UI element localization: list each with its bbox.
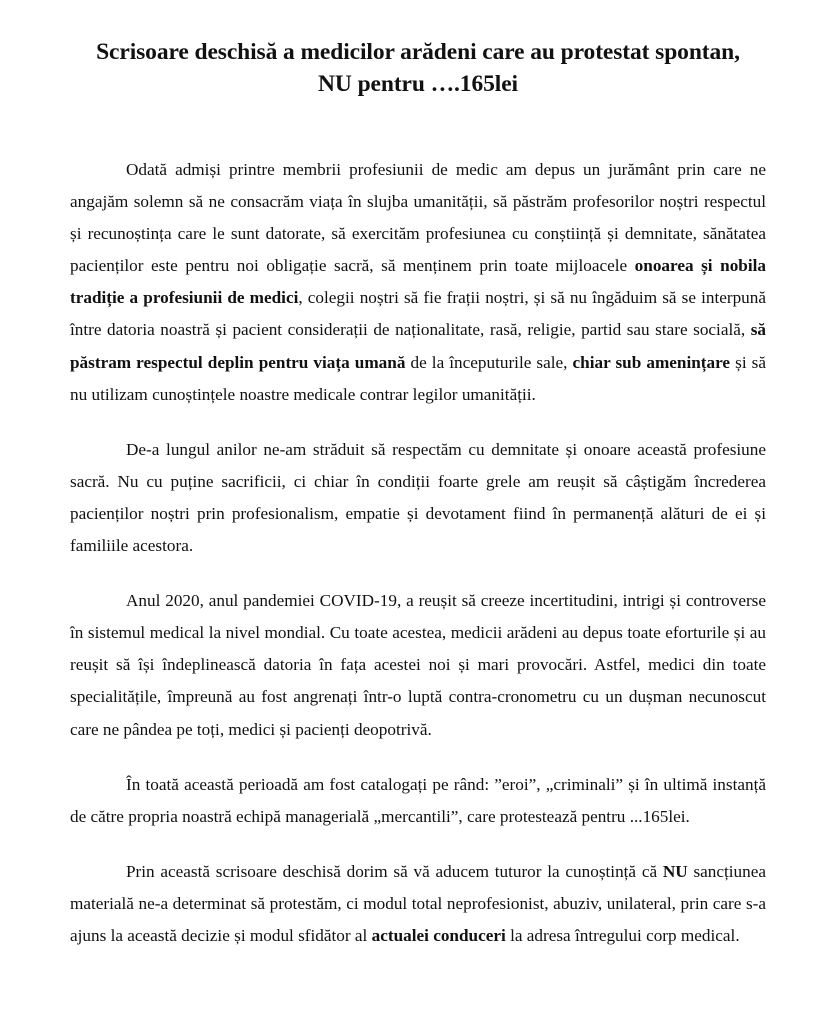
- bold-phrase-amenintare: chiar sub amenințare: [572, 352, 731, 372]
- paragraph-4-text: În toată această perioadă am fost catalogați pe rând: ”eroi”, „criminali” și în ultimă instanță de către propria noastră echipă managerială „mercantili”, care protestează pentru ...165lei.: [70, 774, 766, 826]
- bold-phrase-respectul: să păstram respectul deplin pentru viața umană: [70, 320, 766, 372]
- bold-phrase-conducere: actualei conduceri: [371, 925, 506, 945]
- paragraph-2-text: De-a lungul anilor ne-am străduit să respectăm cu demnitate și onoare această profesiune sacră. Nu cu puține sacrificii, ci chiar în condiții foarte grele am reușit să câștigăm încrederea pacienților noștri prin profesionalism, empatie și devotament fiind în permanență alături de ei și familiile acestora.: [70, 439, 766, 556]
- paragraph-1-text: , colegii noștri să fie frații noștri, și să nu îngăduim să se interpună între datoria noastră și pacient considerații de naționalitate, rasă, religie, partid sau stare socială,: [70, 288, 766, 340]
- document-body: [70, 154, 766, 952]
- paragraph-4: [70, 769, 766, 833]
- paragraph-1-text: Odată admiși printre membrii profesiunii de medic am depus un jurământ prin care ne angajăm solemn să ne consacrăm viața în slujba umanității, să păstrăm profesorilor noștri respectul și recunoștința care le sunt datorate, să exercităm profesiunea cu conștiință și demnitate, sănătatea pacienților este pentru noi obligație sacră, să menținem prin toate mijloacele: [70, 160, 766, 276]
- paragraph-5-text: sancțiunea materială ne-a determinat să protestăm, ci modul total neprofesionist, abuziv, unilateral, prin care s-a ajuns la această decizie și modul sfidător al: [70, 861, 766, 945]
- paragraph-1-text: de la începuturile sale,: [405, 352, 573, 372]
- paragraph-1: [70, 154, 766, 411]
- paragraph-5-text: la adresa întregului corp medical.: [505, 925, 740, 945]
- paragraph-1-text: și să nu utilizam cunoștințele noastre medicale contrar legilor umanității.: [70, 352, 766, 404]
- title-line-2: NU pentru ….165lei: [318, 71, 518, 97]
- paragraph-2: [70, 434, 766, 562]
- bold-phrase-nu: NU: [662, 861, 688, 881]
- document-title: [70, 36, 766, 100]
- paragraph-5: [70, 856, 766, 952]
- bold-phrase-onoarea: onoarea și nobila tradiție a profesiunii de medici: [70, 256, 766, 308]
- paragraph-3: [70, 585, 766, 745]
- title-line-1: Scrisoare deschisă a medicilor arădeni care au protestat spontan,: [96, 39, 740, 65]
- paragraph-3-text: Anul 2020, anul pandemiei COVID-19, a reușit să creeze incertitudini, intrigi și controverse în sistemul medical la nivel mondial. Cu toate acestea, medicii arădeni au depus toate eforturile și au reușit să își îndeplinească datoria în fața acestei noi și mari provocări. Astfel, medici din toate specialitățile, împreună au fost angrenați într-o luptă contra-cronometru cu un dușman necunoscut care ne pândea pe toți, medici și pacienți deopotrivă.: [70, 591, 766, 739]
- paragraph-5-text: Prin această scrisoare deschisă dorim să vă aducem tuturor la cunoștință că: [126, 861, 663, 881]
